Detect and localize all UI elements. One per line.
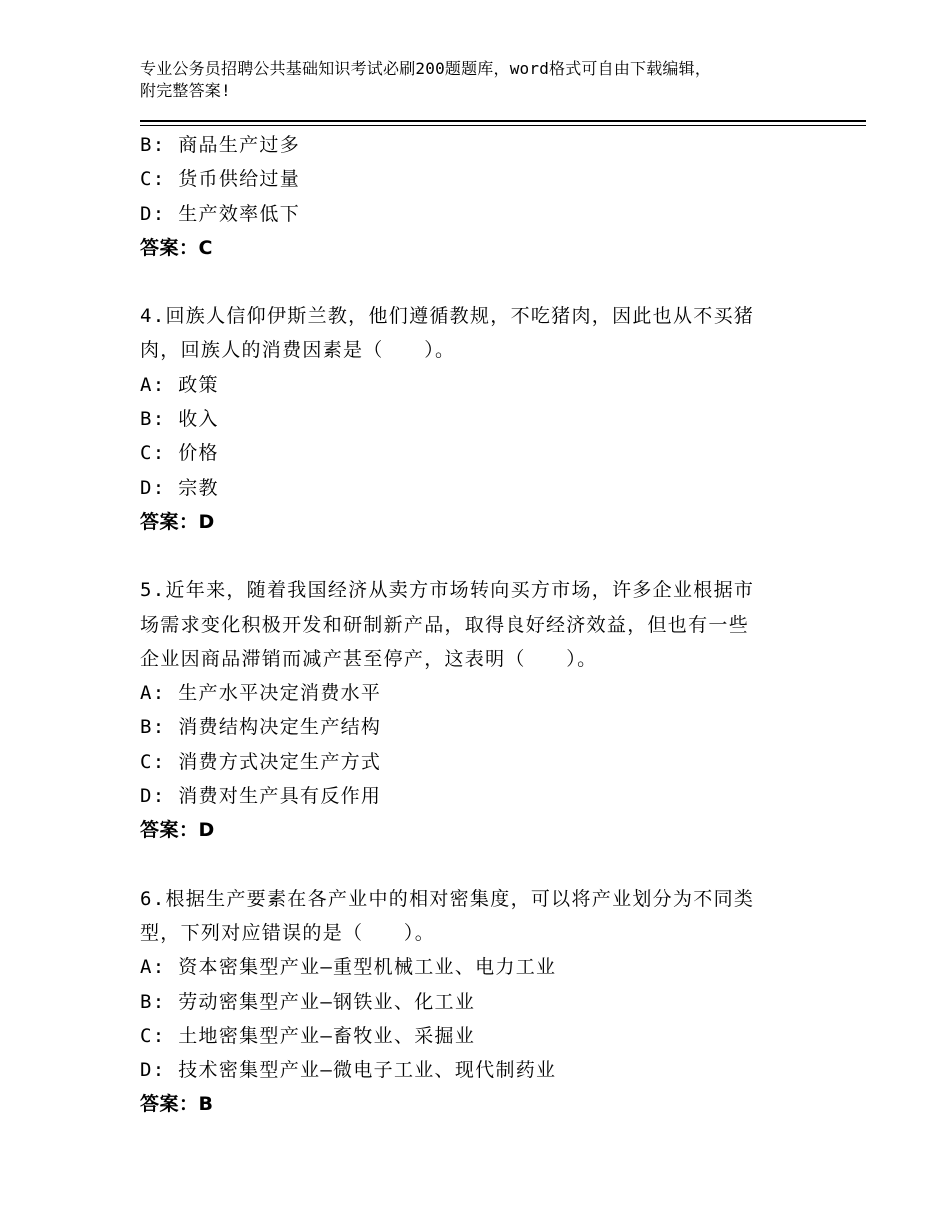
page-header xyxy=(140,58,840,102)
option-a: A: 生产水平决定消费水平 xyxy=(140,682,382,705)
answer-line: 答案：D xyxy=(140,510,215,533)
question-text-line: 企业因商品滞销而减产甚至停产，这表明（ ）。 xyxy=(140,647,598,670)
option-c: C: 消费方式决定生产方式 xyxy=(140,750,382,773)
spacer xyxy=(140,539,820,573)
question-text-line: 型，下列对应错误的是（ ）。 xyxy=(140,921,436,944)
option-d: D: 宗教 xyxy=(140,476,219,499)
option-d: D: 生产效率低下 xyxy=(140,202,301,225)
option-d: D: 消费对生产具有反作用 xyxy=(140,785,382,808)
question-5 xyxy=(140,573,820,847)
question-text-line: 6.根据生产要素在各产业中的相对密集度，可以将产业划分为不同类 xyxy=(140,887,755,910)
option-a: A: 资本密集型产业—重型机械工业、电力工业 xyxy=(140,956,557,979)
header-line-2: 附完整答案! xyxy=(140,81,231,100)
option-b: B: 商品生产过多 xyxy=(140,134,301,156)
question-text-line: 5.近年来，随着我国经济从卖方市场转向买方市场，许多企业根据市 xyxy=(140,579,755,602)
option-d: D: 技术密集型产业—微电子工业、现代制药业 xyxy=(140,1059,557,1082)
header-line-1: 专业公务员招聘公共基础知识考试必刷200题题库，word格式可自由下载编辑， xyxy=(140,59,712,78)
question-6 xyxy=(140,882,820,1122)
option-c: C: 土地密集型产业—畜牧业、采掘业 xyxy=(140,1024,476,1047)
spacer xyxy=(140,848,820,882)
question-4 xyxy=(140,299,820,539)
answer-line: 答案：C xyxy=(140,236,213,259)
spacer xyxy=(140,265,820,299)
answer-line: 答案：D xyxy=(140,819,215,842)
question-text-line: 肉，回族人的消费因素是（ ）。 xyxy=(140,339,456,362)
header-rule-thin xyxy=(140,125,866,126)
option-c: C: 货币供给过量 xyxy=(140,168,301,191)
option-b: B: 消费结构决定生产结构 xyxy=(140,716,382,739)
header-rule-thick xyxy=(140,120,866,122)
option-b: B: 收入 xyxy=(140,408,219,431)
question-3-continuation xyxy=(140,128,820,265)
document-body xyxy=(140,128,820,1122)
option-c: C: 价格 xyxy=(140,442,219,465)
question-text-line: 场需求变化积极开发和研制新产品，取得良好经济效益，但也有一些 xyxy=(140,613,750,636)
question-text-line: 4.回族人信仰伊斯兰教，他们遵循教规，不吃猪肉，因此也从不买猪 xyxy=(140,305,755,328)
option-a: A: 政策 xyxy=(140,373,219,396)
option-b: B: 劳动密集型产业—钢铁业、化工业 xyxy=(140,990,476,1013)
answer-line: 答案：B xyxy=(140,1093,214,1116)
